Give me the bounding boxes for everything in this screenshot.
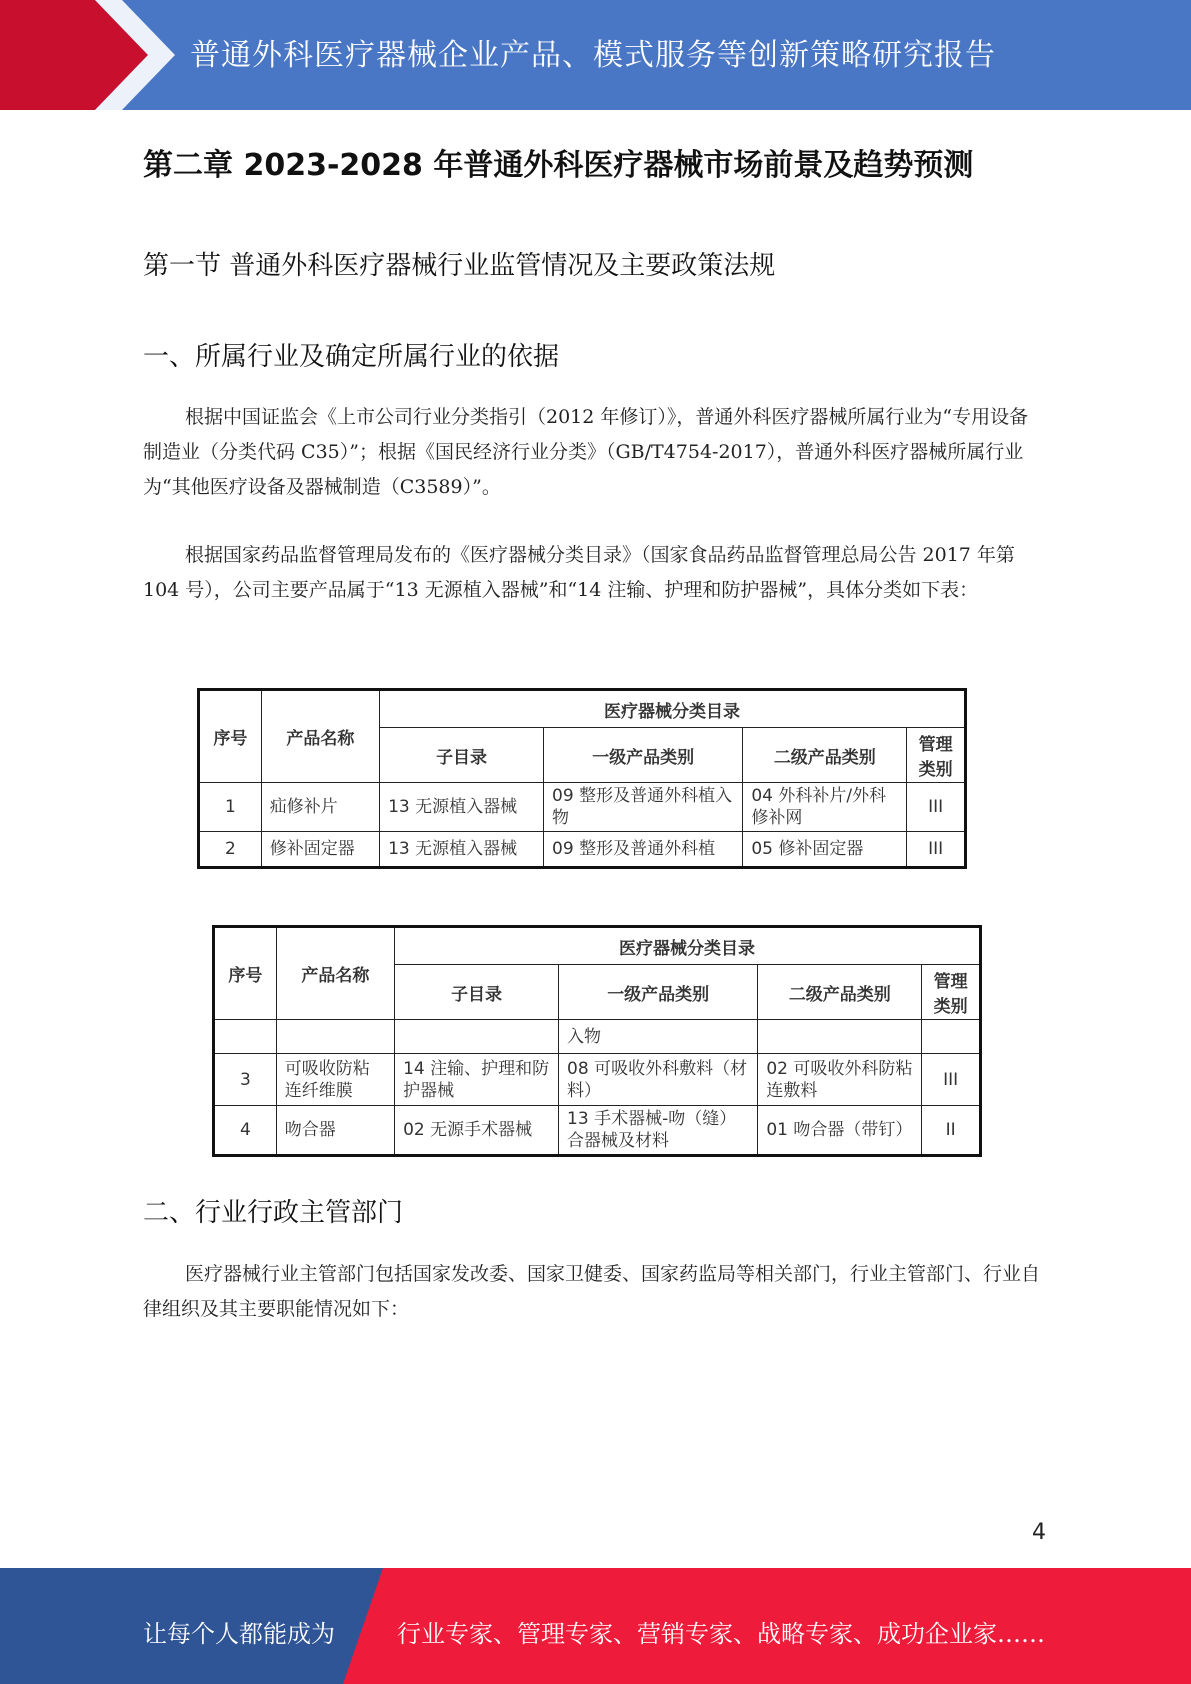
cell-name: 修补固定器 <box>261 832 379 868</box>
cell-level1: 09 整形及普通外科植入物 <box>544 783 743 832</box>
cell-mgmt <box>922 1020 981 1054</box>
table-row <box>214 1106 981 1156</box>
cell-name: 吻合器 <box>276 1106 394 1156</box>
cell-mgmt: II <box>922 1106 981 1156</box>
subsection-heading-1: 一、所属行业及确定所属行业的依据 <box>143 342 560 372</box>
header-title: 普通外科医疗器械企业产品、模式服务等创新策略研究报告 <box>190 38 996 73</box>
table-row <box>214 1054 981 1106</box>
cell-seq: 1 <box>199 783 262 832</box>
table-row <box>199 783 966 832</box>
cell-level1: 09 整形及普通外科植 <box>544 832 743 868</box>
section-title: 第一节 普通外科医疗器械行业监管情况及主要政策法规 <box>143 251 776 281</box>
header-mgmt: 管理类别 <box>922 965 981 1020</box>
header-sub: 子目录 <box>380 728 544 783</box>
cell-level2: 04 外科补片/外科修补网 <box>743 783 907 832</box>
cell-level2: 05 修补固定器 <box>743 832 907 868</box>
paragraph-classification: 根据国家药品监督管理局发布的《医疗器械分类目录》（国家食品药品监督管理总局公告 2017 年第 104 号），公司主要产品属于“13 无源植入器械”和“14 注输、护理和防护器械”，具体分类如下表： <box>143 544 1015 601</box>
footer-slogan-right: 行业专家、管理专家、营销专家、战略专家、成功企业家…… <box>397 1620 1045 1648</box>
cell-level1: 08 可吸收外科敷料（材料） <box>559 1054 758 1106</box>
cell-level1: 13 手术器械-吻（缝）合器械及材料 <box>559 1106 758 1156</box>
paragraph-industry-basis: 根据中国证监会《上市公司行业分类指引（2012 年修订）》，普通外科医疗器械所属行业为“专用设备制造业（分类代码 C35）”；根据《国民经济行业分类》（GB/T4754-2017），普通外科医疗器械所属行业为“其他医疗设备及器械制造（C3589）”。 <box>143 406 1029 498</box>
footer-slogan-left: 让每个人都能成为 <box>143 1620 335 1648</box>
chapter-title: 第二章 2023-2028 年普通外科医疗器械市场前景及趋势预测 <box>143 148 974 183</box>
classification-table-1 <box>197 688 967 869</box>
cell-level2: 02 可吸收外科防粘连敷料 <box>758 1054 922 1106</box>
cell-seq: 4 <box>214 1106 277 1156</box>
cell-seq <box>214 1020 277 1054</box>
header-level2: 二级产品类别 <box>758 965 922 1020</box>
header-seq: 序号 <box>199 690 262 783</box>
header-mgmt: 管理类别 <box>907 728 966 783</box>
cell-sub: 14 注输、护理和防护器械 <box>395 1054 559 1106</box>
subsection-heading-2: 二、行业行政主管部门 <box>143 1198 404 1228</box>
cell-level2 <box>758 1020 922 1054</box>
header-level1: 一级产品类别 <box>544 728 743 783</box>
page-number: 4 <box>1032 1520 1046 1545</box>
cell-name: 可吸收防粘连纤维膜 <box>276 1054 394 1106</box>
page-header <box>0 0 1191 110</box>
table-row <box>199 832 966 868</box>
cell-sub: 13 无源植入器械 <box>380 783 544 832</box>
classification-table-2 <box>212 925 982 1157</box>
header-name: 产品名称 <box>261 690 379 783</box>
table-row <box>214 1020 981 1054</box>
cell-mgmt: III <box>907 832 966 868</box>
cell-mgmt: III <box>922 1054 981 1106</box>
cell-name <box>276 1020 394 1054</box>
header-catalog: 医疗器械分类目录 <box>395 927 981 965</box>
header-level2: 二级产品类别 <box>743 728 907 783</box>
cell-level1: 入物 <box>559 1020 758 1054</box>
header-catalog: 医疗器械分类目录 <box>380 690 966 728</box>
header-sub: 子目录 <box>395 965 559 1020</box>
page-footer <box>0 1568 1191 1684</box>
cell-sub: 02 无源手术器械 <box>395 1106 559 1156</box>
cell-seq: 2 <box>199 832 262 868</box>
header-level1: 一级产品类别 <box>559 965 758 1020</box>
cell-mgmt: III <box>907 783 966 832</box>
header-name: 产品名称 <box>276 927 394 1020</box>
cell-seq: 3 <box>214 1054 277 1106</box>
cell-sub: 13 无源植入器械 <box>380 832 544 868</box>
header-seq: 序号 <box>214 927 277 1020</box>
cell-name: 疝修补片 <box>261 783 379 832</box>
cell-sub <box>395 1020 559 1054</box>
paragraph-authorities: 医疗器械行业主管部门包括国家发改委、国家卫健委、国家药监局等相关部门，行业主管部门、行业自律组织及其主要职能情况如下： <box>143 1263 1041 1320</box>
cell-level2: 01 吻合器（带钉） <box>758 1106 922 1156</box>
